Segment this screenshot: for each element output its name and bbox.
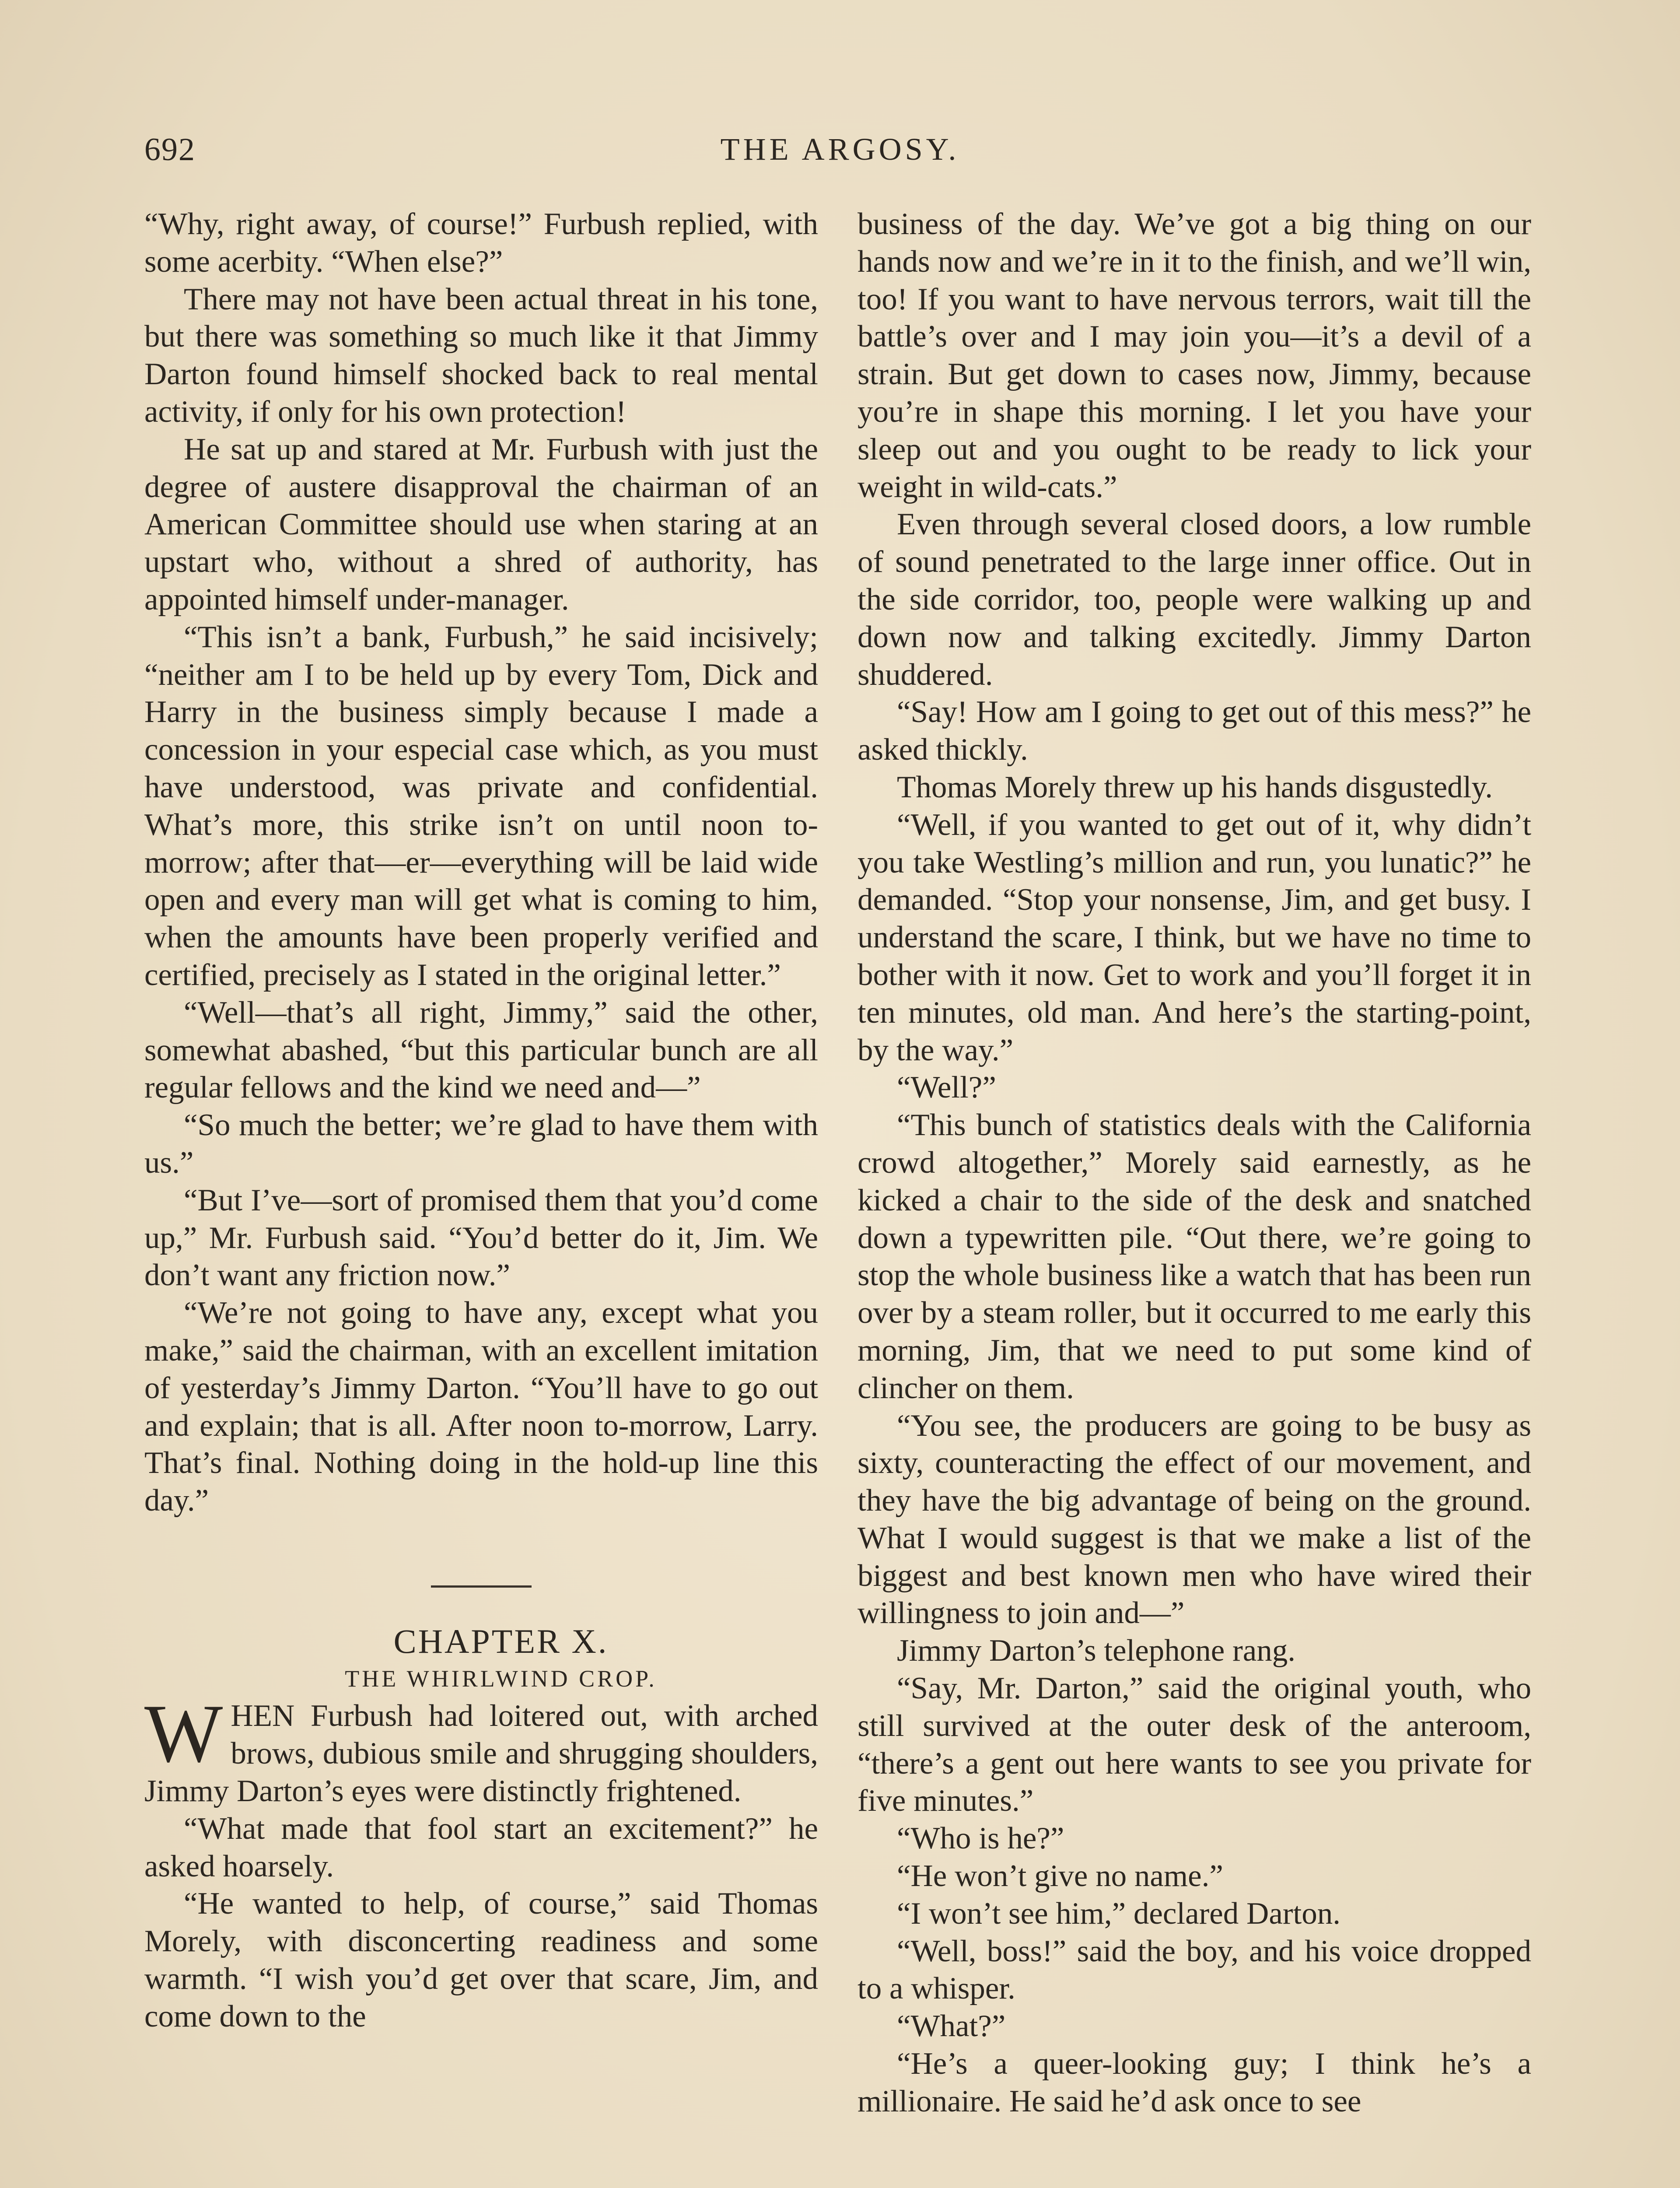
chapter-title: THE WHIRLWIND CROP.	[345, 1665, 657, 1692]
paragraph: Thomas Morely threw up his hands disgustedly.	[897, 770, 1493, 804]
paragraph: “Well, if you wanted to get out of it, why didn’t you take Westling’s million and run, you lunatic?” he demanded. “Stop your nonsense, Jim, and get busy. I understand the scare, I think, but we have no time to bother with it now. Get to work and you’ll forget it in ten minutes, old man. And here’s the starting-point, by the way.”	[858, 807, 1531, 1067]
paragraph: “What?”	[897, 2009, 1006, 2044]
paragraph: “He won’t give no name.”	[897, 1859, 1223, 1893]
section-divider	[431, 1585, 532, 1588]
left-column	[144, 206, 818, 2036]
running-head: THE ARGOSY.	[720, 132, 960, 167]
page-header	[144, 131, 1536, 179]
paragraph: “Say! How am I going to get out of this mess?” he asked thickly.	[858, 695, 1531, 767]
paragraph: He sat up and stared at Mr. Furbush with just the degree of austere disapproval the chairman of an American Committee should use when staring at an upstart who, without a shred of authority, has appointed himself under-manager.	[144, 432, 818, 617]
opening-text: HEN Furbush had loitered out, with arched brows, dubious smile and shrugging shoulders, Jimmy Darton’s eyes were distinctly frightened.	[144, 1699, 818, 1809]
paragraph: “Well, boss!” said the boy, and his voice dropped to a whisper.	[858, 1934, 1531, 2006]
paragraph: “This isn’t a bank, Furbush,” he said incisively; “neither am I to be held up by every Tom, Dick and Harry in the business simply because I made a concession in your especial case which, as you must have understood, was private and confidential. What’s more, this strike isn’t on until noon to-morrow; after that—er—everything will be laid wide open and every man will get what is coming to him, when the amounts have been properly verified and certified, precisely as I stated in the original letter.”	[144, 620, 818, 992]
right-column	[858, 206, 1531, 2121]
paragraph: “This bunch of statistics deals with the California crowd altogether,” Morely said earnestly, as he kicked a chair to the side of the desk and snatched down a typewritten pile. “Out there, we’re going to stop the whole business like a watch that has been run over by a steam roller, but it occurred to me early this morning, Jim, that we need to put some kind of clincher on them.	[858, 1108, 1531, 1405]
chapter-opening-paragraph	[144, 1688, 818, 1810]
paragraph: Jimmy Darton’s telephone rang.	[897, 1634, 1295, 1668]
paragraph: Even through several closed doors, a low rumble of sound penetrated to the large inner office. Out in the side corridor, too, people were walking up and down now and talking excitedly. Jimmy Darton shuddered.	[858, 507, 1531, 692]
paragraph: There may not have been actual threat in his tone, but there was something so much like it that Jimmy Darton found himself shocked back to real mental activity, if only for his own protection!	[144, 282, 818, 429]
paragraph: “Well—that’s all right, Jimmy,” said the other, somewhat abashed, “but this particular bunch are all regular fellows and the kind we need and—”	[144, 995, 818, 1105]
paragraph: “He wanted to help, of course,” said Thomas Morely, with disconcerting readiness and some warmth. “I wish you’d get over that scare, Jim, and come down to the	[144, 1886, 818, 2034]
paragraph: “Say, Mr. Darton,” said the original youth, who still survived at the outer desk of the anteroom, “there’s a gent out here wants to see you private for five minutes.”	[858, 1671, 1531, 1818]
paragraph: “You see, the producers are going to be busy as sixty, counteracting the effect of our movement, and they have the big advantage of being on the ground. What I would suggest is that we make a list of the biggest and best known men who have wired their willingness to join and—”	[858, 1408, 1531, 1630]
paragraph: “Who is he?”	[897, 1821, 1064, 1856]
paragraph: “So much the better; we’re glad to have them with us.”	[144, 1108, 818, 1180]
page-number: 692	[144, 132, 196, 168]
drop-cap: W	[144, 1688, 223, 1780]
paragraph: “What made that fool start an excitement?” he asked hoarsely.	[144, 1811, 818, 1883]
continued-paragraph: business of the day. We’ve got a big thing on our hands now and we’re in it to the finish, and we’ll win, too! If you want to have nervous terrors, wait till the battle’s over and I may join you—it’s a devil of a strain. But get down to cases now, Jimmy, because you’re in shape this morning. I let you have your sleep out and you ought to be ready to lick your weight in wild-cats.”	[858, 207, 1531, 504]
paragraph: “But I’ve—sort of promised them that you’d come up,” Mr. Furbush said. “You’d better do it, Jim. We don’t want any friction now.”	[144, 1183, 818, 1293]
paragraph: “Well?”	[897, 1070, 996, 1105]
chapter-heading: CHAPTER X.	[393, 1622, 609, 1660]
paragraph: “We’re not going to have any, except what you make,” said the chairman, with an excellent imitation of yesterday’s Jimmy Darton. “You’ll have to go out and explain; that is all. After noon to-morrow, Larry. That’s final. Nothing doing in the hold-up line this day.”	[144, 1296, 818, 1518]
paragraph: “I won’t see him,” declared Darton.	[897, 1896, 1340, 1931]
paragraph: “Why, right away, of course!” Furbush replied, with some acerbity. “When else?”	[144, 207, 818, 279]
paragraph: “He’s a queer-looking guy; I think he’s a millionaire. He said he’d ask once to see	[858, 2047, 1531, 2118]
